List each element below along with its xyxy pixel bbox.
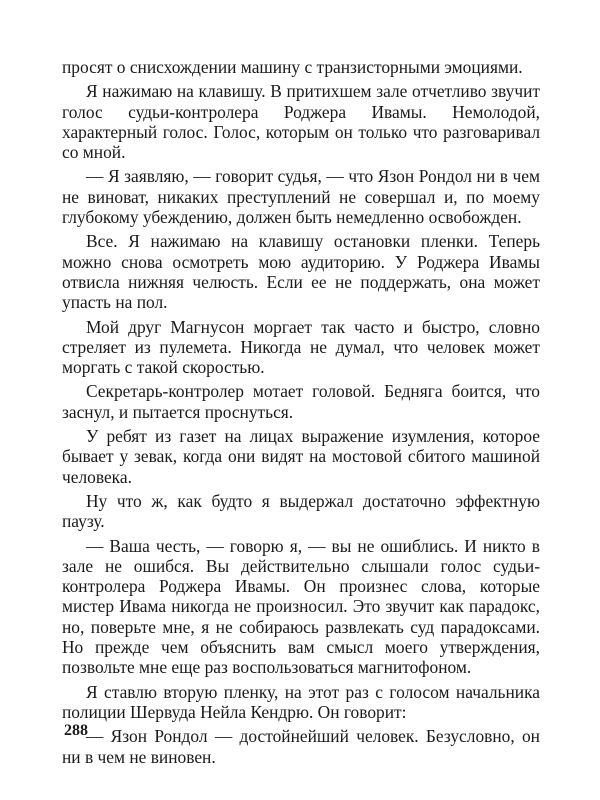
paragraph: Все. Я нажимаю на клавишу остановки пленки. Теперь можно снова осмотреть мою аудиторию. У Роджера Ивамы отвисла нижняя челюсть. Если ее не поддержать, она может упасть на пол. bbox=[62, 231, 540, 313]
paragraph: — Язон Рондол — достойнейший человек. Безусловно, он ни в чем не виновен. bbox=[62, 726, 540, 767]
paragraph: — Я заявляю, — говорит судья, — что Язон Рондол ни в чем не виноват, никаких преступлений не совершал и, по моему глубокому убеждению, должен быть немедленно освобожден. bbox=[62, 166, 540, 228]
paragraph: просят о снисхождении машину с транзисторными эмоциями. bbox=[62, 57, 523, 77]
paragraph: Мой друг Магнусон моргает так часто и быстро, словно стреляет из пулемета. Никогда не думал, что человек может моргать с такой скоростью. bbox=[62, 316, 540, 378]
paragraph: У ребят из газет на лицах выражение изумления, которое бывает у зевак, когда они видят на мостовой сбитого машиной человека. bbox=[62, 426, 540, 487]
page-number: 288 bbox=[64, 722, 88, 739]
paragraph: Ну что ж, как будто я выдержал достаточно эффектную паузу. bbox=[62, 490, 540, 532]
paragraph: Секретарь-контролер мотает головой. Бедняга боится, что заснул, и пытается проснуться. bbox=[62, 381, 540, 422]
paragraph: Я нажимаю на клавишу. В притихшем зале отчетливо звучит голос судьи-контролера Роджера Ивамы. Немолодой, характерный голос. Голос, которым он только что разговаривал со мной. bbox=[62, 81, 540, 163]
paragraph: Я ставлю вторую пленку, на этот раз с голосом начальника полиции Шервуда Нейла Кендрю. Он говорит: bbox=[62, 681, 540, 722]
paragraph: — Ваша честь, — говорю я, — вы не ошиблись. И никто в зале не ошибся. Вы действительно слышали голос судьи-контролера Роджера Ивамы. Он произнес слова, которые мистер Ивама никогда не произносил. Это звучит как парадокс, но, поверьте мне, я не собираюсь развлекать суд парадоксами. Но прежде чем объяснить вам смысл моего утверждения, позвольте мне еще раз воспользоваться магнитофоном. bbox=[62, 535, 540, 678]
page-text bbox=[62, 57, 540, 771]
